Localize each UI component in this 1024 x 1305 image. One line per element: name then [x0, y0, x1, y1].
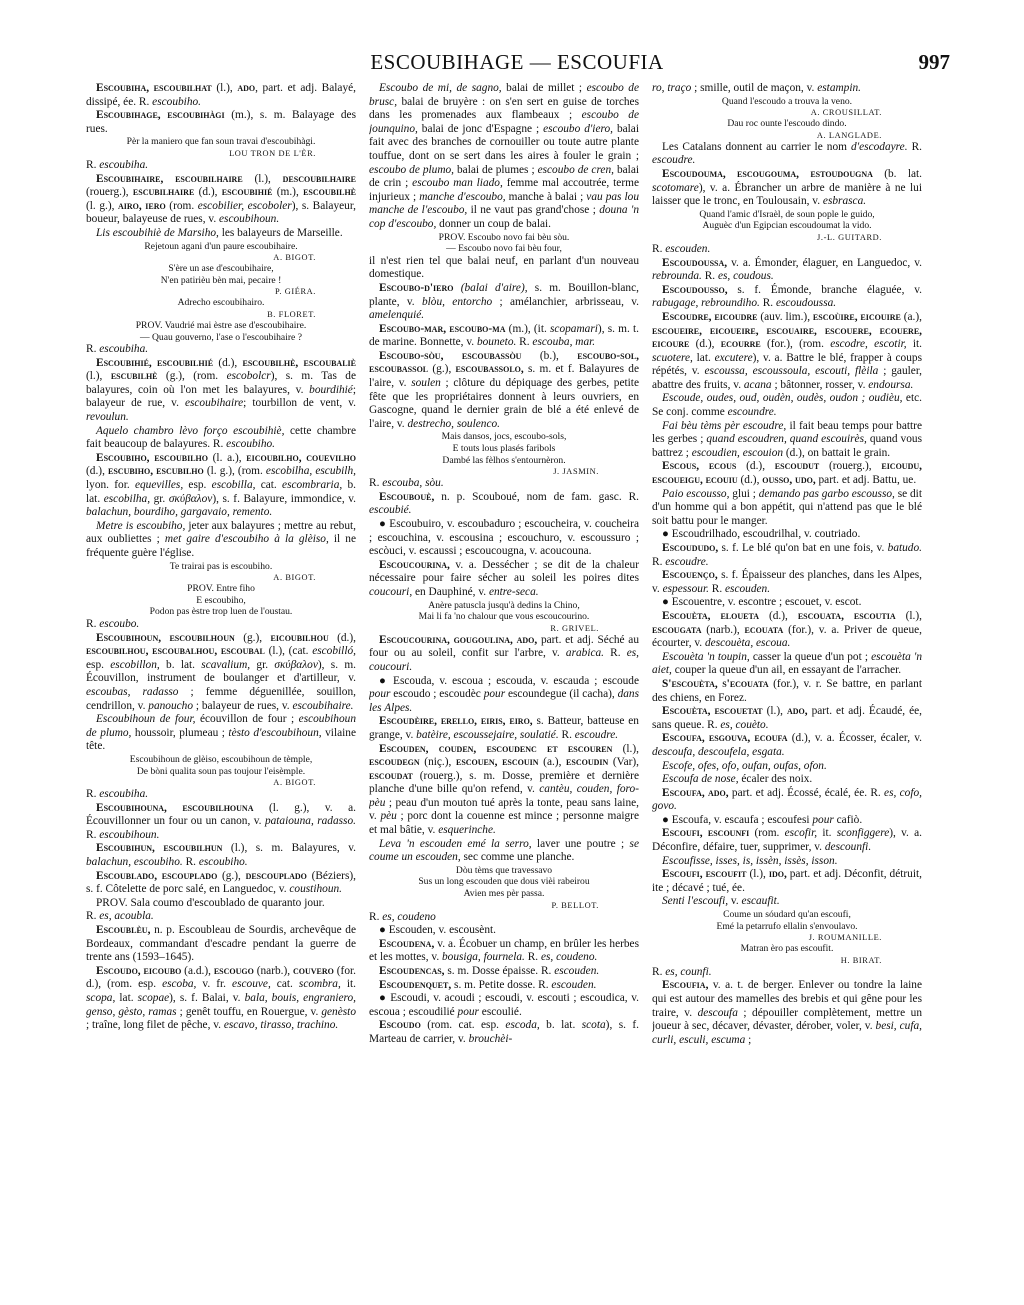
- citation-author: P. GIÉRA.: [275, 287, 316, 297]
- dictionary-entry: ● Escoufa, v. escaufa ; escoufesi pour cafiò.: [662, 813, 863, 826]
- dictionary-entry: Aquelo chambro lèvo forço escoubihiè, cette chambre fait beaucoup de balayures. R. escoubiho.: [86, 424, 356, 451]
- entry-continuation: ro, traço ; smille, outil de maçon, v. estampin.: [652, 82, 862, 94]
- text-column-left: [86, 82, 356, 1292]
- citation-quote: Quand l'escoudo a trouva la veno.: [721, 95, 853, 107]
- citation-quote: S'ère un ase d'escoubihaire, N'en patirièu bèn mai, pecaire !: [160, 263, 282, 286]
- dictionary-entry: Escouden, couden, escoudenc et escouren (l.), escoudegn (niç.), escouen, escouin (a.), escoudin (Var), escoudat (rouerg.), s. m. Dosse, première et dernière planche d'une bille qu'on refend, v. cantèu, couden, foro-pèu ; peau d'un mouton tué après la tonte, peau sans laine, v. pèu ; porc dont la couenne est mince ; personne maigre et mal bâtie, v. esquerinche.: [369, 742, 639, 837]
- dictionary-entry: Escoufi, escoufit (l.), ido, part. et adj. Déconfit, détruit, ite ; décavé ; tué, ée.: [652, 868, 922, 894]
- dictionary-entry: Escoubo-sòu, escoubassòu (b.), escoubo-sol, escoubassol (g.), escoubassolo, s. m. et f. Balayures de l'aire, v. soulen ; clôture du dépiquage des gerbes, petite fête que les propriétaires donnent à leurs ouvriers, en Gascogne, quand le dernier grain de blé a été enlevé de l'aire, v. destrecho, soulenco.: [369, 349, 639, 430]
- dictionary-entry: Escoudencas, s. m. Dosse épaisse. R. escouden.: [379, 965, 600, 977]
- dictionary-entry: Escoubo de mi, de sagno, balai de millet ; escoubo de brusc, balai de bruyère : on s'en sert en guise de torches dans les promenades aux flambeaux ; escoubo de jounquino, balai de jonc d'Espagne ; escoubo d'iero, balai fait avec des branches de cornouiller ou toute autre plante touffue, dont on se sert dans les aires à fouler le grain ; escoubo de plumo, balai de plumes ; escoubo de cren, balai de crin ; escoubo man liado, femme mal accoutrée, terme injurieux ; manche d'escoubo, manche à balai ; vau pas lou manche de l'escoubo, il ne vaut pas grand'chose ; douna 'n cop d'escoubo, donner un coup de balai.: [369, 82, 639, 230]
- citation-quote: Quand l'amic d'Israèl, de soun pople le guido, Auguèc d'un Egipcian escoudoumat la vido.: [699, 208, 875, 232]
- citation-author: J. ROUMANILLE.: [808, 933, 882, 943]
- dictionary-entry: Escoudoussa, v. a. Émonder, élaguer, en Languedoc, v. rebrounda. R. es, coudous.: [652, 256, 922, 283]
- citation-author: A. BIGOT.: [273, 253, 316, 263]
- dictionary-entry: Escoudo (rom. cat. esp. escoda, b. lat. scota), s. f. Marteau de carrier, v. brouchèi-: [369, 1019, 639, 1045]
- dictionary-entry: Escoublado, escouplado (g.), descouplado (Béziers), s. f. Côtelette de porc salé, en Languedoc, v. coustihoun.: [86, 869, 356, 896]
- dictionary-entry: ● Escouden, v. escousènt.: [379, 924, 497, 937]
- dictionary-entry: Escoubihage, escoubihàgi (m.), s. m. Balayage des rues.: [86, 109, 356, 135]
- citation-author: J. JASMIN.: [553, 467, 599, 477]
- dictionary-entry: S'escouèta, s'ecouata (for.), v. r. Se battre, en parlant des chiens, en Forez.: [652, 677, 922, 704]
- dictionary-entry: Escoudena, v. a. Écobuer un champ, en brûler les herbes et les mottes, v. bousiga, fournela. R. es, coudeno.: [369, 937, 639, 964]
- dictionary-entry: ● Escoubuiro, v. escoubaduro ; escoucheira, v. coucheira ; escouchina, v. escousina ; escouchuro, v. escoussuro ; escòuci, v. escaussi ; escoucougna, v. acoucouna.: [369, 518, 639, 558]
- citation-quote: PROV. Entre fiho E escoubiho, Podon pas èstre trop luen de l'oustau.: [149, 583, 293, 618]
- dictionary-entry: Leva 'n escouden emé la serro, laver une poutre ; se coume un escouden, sec comme une planche.: [369, 837, 639, 864]
- dictionary-entry: ● Escoudrilhado, escoudrilhal, v. coutriado.: [662, 528, 861, 541]
- dictionary-entry: Escouenço, s. f. Épaisseur des planches, dans les Alpes, v. espessour. R. escouden.: [652, 569, 922, 595]
- citation-quote: Dòu tèms que travessavo Sus un long escouden que dous vièi rabeirou Avien mes pèr passa.: [418, 864, 590, 900]
- dictionary-entry: Senti l'escoufi, v. escaufit.: [662, 895, 780, 908]
- citation-author: A. BIGOT.: [273, 778, 316, 788]
- dictionary-entry: Escoubihoun de four, écouvillon de four ; escoubihoun de plumo, houssoir, plumeau ; tèsto d'escoubihoun, vilaine tête.: [86, 713, 356, 753]
- citation-author: A. LANGLADE.: [816, 130, 882, 140]
- citation-author: A. BIGOT.: [273, 573, 316, 583]
- text-column-middle: [369, 82, 639, 1292]
- running-head: ESCOUBIHAGE — ESCOUFIA: [370, 50, 664, 74]
- entry-continuation: R. escoubiha.: [86, 788, 149, 801]
- dictionary-entry: Escoufa de nose, écaler des noix.: [662, 773, 813, 786]
- dictionary-entry: Fai bèu tèms pèr escoudre, il fait beau temps pour battre les gerbes ; quand escoudren, quand escouirès, quand vous battrez ; escoudien, escouion (d.), on battait le grain.: [652, 419, 922, 459]
- entry-continuation: R. escouba, sòu.: [369, 477, 444, 490]
- dictionary-entry: Escoubo-mar, escoubo-ma (m.), (it. scopamari), s. m. t. de marine. Bonnette, v. bouneto. R. escouba, mar.: [369, 322, 639, 349]
- citation-quote: Matran èro pas escoufit.: [740, 943, 834, 955]
- dictionary-entry: Escouèta, escouetat (l.), ado, part. et adj. Écaudé, ée, sans queue. R. es, couèto.: [652, 705, 922, 731]
- citation-quote: Dau roc ounte l'escoudo dindo.: [727, 118, 847, 130]
- dictionary-entry: ● Escouda, v. escoua ; escouda, v. escauda ; escoude pour escoudo ; escoudèc pour escoundegue (il cacha), dans les Alpes.: [369, 674, 639, 714]
- dictionary-entry: Escoudouma, escougouma, estoudougna (b. lat. scotomare), v. a. Ébrancher un arbre de manière à ne lui laisser que le tronc, en Toulousain, v. esbrasca.: [652, 167, 922, 208]
- dictionary-entry: Escoudenquet, s. m. Petite dosse. R. escouden.: [379, 978, 597, 991]
- dictionary-entry: Escoufia, v. a. t. de berger. Enlever ou tondre la laine qui est autour des mamelles des brebis et qui gêne pour les traire, v. descoufa ; dépouiller complètement, mettre un joueur à sec, décaver, dévaster, dérober, voler, v. besi, cufa, curli, esculi, escuma ;: [652, 979, 922, 1046]
- dictionary-entry: Paio escousso, glui ; demando pas garbo escousso, se dit d'un homme qui a bon appétit, qui n'attend pas que le blé soit battu pour le manger.: [652, 487, 922, 527]
- dictionary-entry: Escoubihoun, escoubilhoun (g.), eicoubilhou (d.), escoubilhou, escoubalhou, escoubal (l.), (cat. escobilló, esp. escobillon, b. lat. scavalium, gr. σκύβαλον), s. m. Écouvillon, instrument de boulanger et d'artilleur, v. escoubas, radasso ; femme déguenillée, souillon, cendrillon, v. panoucho ; balayeur de rues, v. escoubihaire.: [86, 631, 356, 712]
- entry-continuation: R. escoubiha.: [86, 158, 149, 171]
- citation-quote: Anère patuscla jusqu'à dedins la Chino, Mai li fa 'no chalour que vous escoucourino.: [418, 599, 590, 623]
- citation-quote: PROV. Vaudrié mai èstre ase d'escoubihaire. — Quau gouverno, l'ase o l'escoubihaire ?: [135, 319, 307, 343]
- dictionary-entry: Escoufi, escounfi (rom. escofir, it. sconfiggere), v. a. Déconfire, défaire, tuer, supprimer, v. descounfi.: [652, 827, 922, 854]
- citation-author: J.-L. GUITARD.: [817, 232, 882, 242]
- entry-continuation: R. es, counfi.: [652, 965, 712, 978]
- dictionary-entry: Escoufisse, isses, is, issèn, issès, isson.: [662, 854, 838, 867]
- citation-author: H. BIRAT.: [840, 955, 882, 965]
- entry-continuation: R. escoubo.: [86, 617, 140, 630]
- dictionary-entry: Escoude, oudes, oud, oudèn, oudès, oudon ; oudièu, etc. Se conj. comme escoundre.: [652, 392, 922, 419]
- dictionary-entry: PROV. Sala coumo d'escoublado de quaranto jour.: [96, 896, 325, 909]
- dictionary-entry: Escoubihun, escoubilhun (l.), s. m. Balayures, v. balachun, escoubiho. R. escoubiho.: [86, 842, 356, 869]
- dictionary-entry: ● Escouentre, v. escontre ; escouet, v. escot.: [662, 596, 862, 609]
- dictionary-entry: Escoublèu, n. p. Escoubleau de Sourdis, archevêque de Bordeaux, commandant d'escadre pendant la guerre de trente ans (1593–1645).: [86, 924, 356, 964]
- citation-author: LOU TRON DE L'ÈR.: [229, 148, 316, 158]
- dictionary-entry: Escofe, ofes, ofo, oufan, oufas, ofon.: [662, 759, 827, 772]
- citation-quote: Rejetoun agani d'un paure escoubihaire.: [144, 240, 298, 252]
- dictionary-entry: Escoudèire, erello, eiris, eiro, s. Batteur, batteuse en grange, v. batèire, escoussejaire, soulatié. R. escoudre.: [369, 715, 639, 741]
- citation-quote: PROV. Escoubo novo fai bèu sòu. — Escoubo novo fai bèu four,: [438, 231, 570, 255]
- dictionary-entry: Escoucourina, gougoulina, ado, part. et adj. Séché au four ou au soleil, confit sur l'arbre, v. arabica. R. es, coucouri.: [369, 633, 639, 673]
- entry-continuation: R. es, acoubla.: [86, 910, 154, 923]
- dictionary-entry: Escoubihaire, escoubilhaire (l.), descoubilhaire (rouerg.), escubilhaire (d.), escoubihié (m.), escoubilhè (l. g.), airo, iero (rom. escobilier, escoboler), s. Balayeur, boueur, balayeuse de rues, v. escoubihoun.: [86, 172, 356, 226]
- dictionary-entry: Escoudousso, s. f. Émonde, branche élaguée, v. rabugage, rebroundiho. R. escoudoussa.: [652, 283, 922, 310]
- page-number: 997: [918, 50, 950, 74]
- dictionary-entry: Escouèta 'n toupin, casser la queue d'un pot ; escouèta 'n aiet, couper la queue d'un ail, en essayant de l'arracher.: [652, 650, 922, 677]
- citation-quote: Coume un sóudard qu'an escoufi, Emé la petarrufo ellalin s'envoulavo.: [716, 909, 858, 932]
- dictionary-entry: Escous, ecous (d.), escoudut (rouerg.), eicoudu, escoueigu, ecouiu (d.), ousso, udo, part. et adj. Battu, ue.: [652, 460, 922, 487]
- text-column-right: [652, 82, 922, 1292]
- dictionary-entry: Escoubiho, escoubilho (l. a.), eicoubilho, couevilho (d.), escubiho, escubilho (l. g.), (rom. escobilha, escubilh, lyon. for. equevilles, esp. escobilla, cat. escombraria, b. lat. escobilha, gr. σκύβαλον), s. f. Balayure, immondice, v. balachun, bourdiho, gargavaio, remento.: [86, 451, 356, 519]
- dictionary-entry: Les Catalans donnent au carrier le nom d'escodayre. R. escoudre.: [652, 140, 922, 167]
- dictionary-entry: Lis escoubihiè de Marsiho, les balayeurs de Marseille.: [96, 226, 343, 239]
- entry-continuation: R. es, coudeno: [369, 910, 436, 923]
- dictionary-entry: Escoubouè, n. p. Scouboué, nom de fam. gasc. R. escoubié.: [369, 490, 639, 517]
- dictionary-entry: Escoududo, s. f. Le blé qu'on bat en une fois, v. batudo. R. escoudre.: [652, 542, 922, 568]
- citation-quote: Pèr la maniero que fan soun travai d'escoubihàgi.: [126, 136, 316, 148]
- dictionary-entry: Escoubo-d'iero (balai d'aire), s. m. Bouillon-blanc, plante, v. blòu, entorcho ; amélanchier, arbrisseau, v. amelenquié.: [369, 281, 639, 322]
- dictionary-entry: Escoubihié, escoubilhié (d.), escoubilhè, escoubaliè (l.), escubilhè (g.), (rom. escobolcr), s. m. Tas de balayures, coin où l'on met les balayures, v. bourdihié; balayeur de rue, v. escoubihaire; tourbillon de vent, v. revoulun.: [86, 356, 356, 424]
- citation-author: A. CROUSILLAT.: [810, 108, 882, 118]
- dictionary-entry: Escoufa, esgouva, ecoufa (d.), v. a. Écosser, écaler, v. descoufa, descoufela, esgata.: [652, 732, 922, 758]
- dictionary-entry: Escoufa, ado, part. et adj. Écossé, écalé, ée. R. es, cofo, govo.: [652, 786, 922, 813]
- citation-quote: Mais dansos, jocs, escoubo-sols, E touts lous plasés faribols Dambé las fèlhos s'entournèron.: [441, 431, 567, 466]
- dictionary-entry: Escoucourina, v. a. Dessécher ; se dit de la chaleur nécessaire pour faire sécher au soleil les poires dites coucouri, en Dauphiné, v. entre-seca.: [369, 558, 639, 598]
- dictionary-entry: Escouèta, eloueta (d.), escouata, escoutia (l.), escougata (narb.), ecouata (for.), v. a. Priver de queue, écourter, v. descouèta, escoua.: [652, 609, 922, 650]
- entry-continuation: il n'est rien tel que balai neuf, en parlant d'un nouveau domestique.: [369, 254, 639, 281]
- page-header: [84, 46, 950, 80]
- citation-quote: Adrecho escoubihairo.: [177, 297, 265, 309]
- citation-quote: Te trairai pas is escoubiho.: [169, 560, 273, 572]
- citation-author: B. FLORET.: [267, 309, 316, 319]
- dictionary-entry: Escoudre, eicoudre (auv. lim.), escoùire, eicouire (a.), escoueire, eicoueire, escouaire, escouere, ecouere, eicoure (d.), ecourre (for.), (rom. escodre, escotir, it. scuotere, lat. excutere), v. a. Battre le blé, frapper à coups répétés, v. escoussa, escoussoula, escouti, flèila ; gauler, abattre des fruits, v. acana ; bâtonner, rosser, v. endoursa.: [652, 310, 922, 391]
- dictionary-entry: Escoubiha, escoubilhat (l.), ado, part. et adj. Balayé, dissipé, ée. R. escoubiho.: [86, 82, 356, 108]
- dictionary-entry: ● Escoudi, v. acoudi ; escoudi, v. escouti ; escoudica, v. escoua ; escoudilié pour escoulié.: [369, 992, 639, 1018]
- dictionary-entry: Escoudo, eicoubo (a.d.), escougo (narb.), couvero (for. d.), (rom. esp. escoba, v. fr. escouve, cat. scombra, it. scopa, lat. scopae), s. f. Balai, v. bala, bouis, engraniero, genso, gèsto, ramas ; genêt touffu, en Rouergue, v. genèsto ; traîne, long filet de pêche, v. escavo, tirasso, trachino.: [86, 964, 356, 1032]
- dictionary-entry: Escoubihouna, escoubilhouna (l. g.), v. a. Écouvillonner un four ou un canon, v. pataiouna, radasso. R. escoubihoun.: [86, 801, 356, 841]
- citation-quote: Escoubihoun de glèiso, escoubihoun de tèmple, De bòni qualita soun pas toujour l'eisèmple.: [129, 753, 313, 777]
- citation-author: P. BELLOT.: [551, 900, 599, 910]
- dictionary-entry: Metre is escoubiho, jeter aux balayures ; mettre au rebut, aux oubliettes ; met gaire d'escoubiho à la glèiso, il ne fréquente guère l'église.: [86, 519, 356, 559]
- entry-continuation: R. escouden.: [652, 242, 711, 255]
- citation-author: R. GRIVEL.: [550, 623, 599, 633]
- entry-continuation: R. escoubiha.: [86, 343, 149, 356]
